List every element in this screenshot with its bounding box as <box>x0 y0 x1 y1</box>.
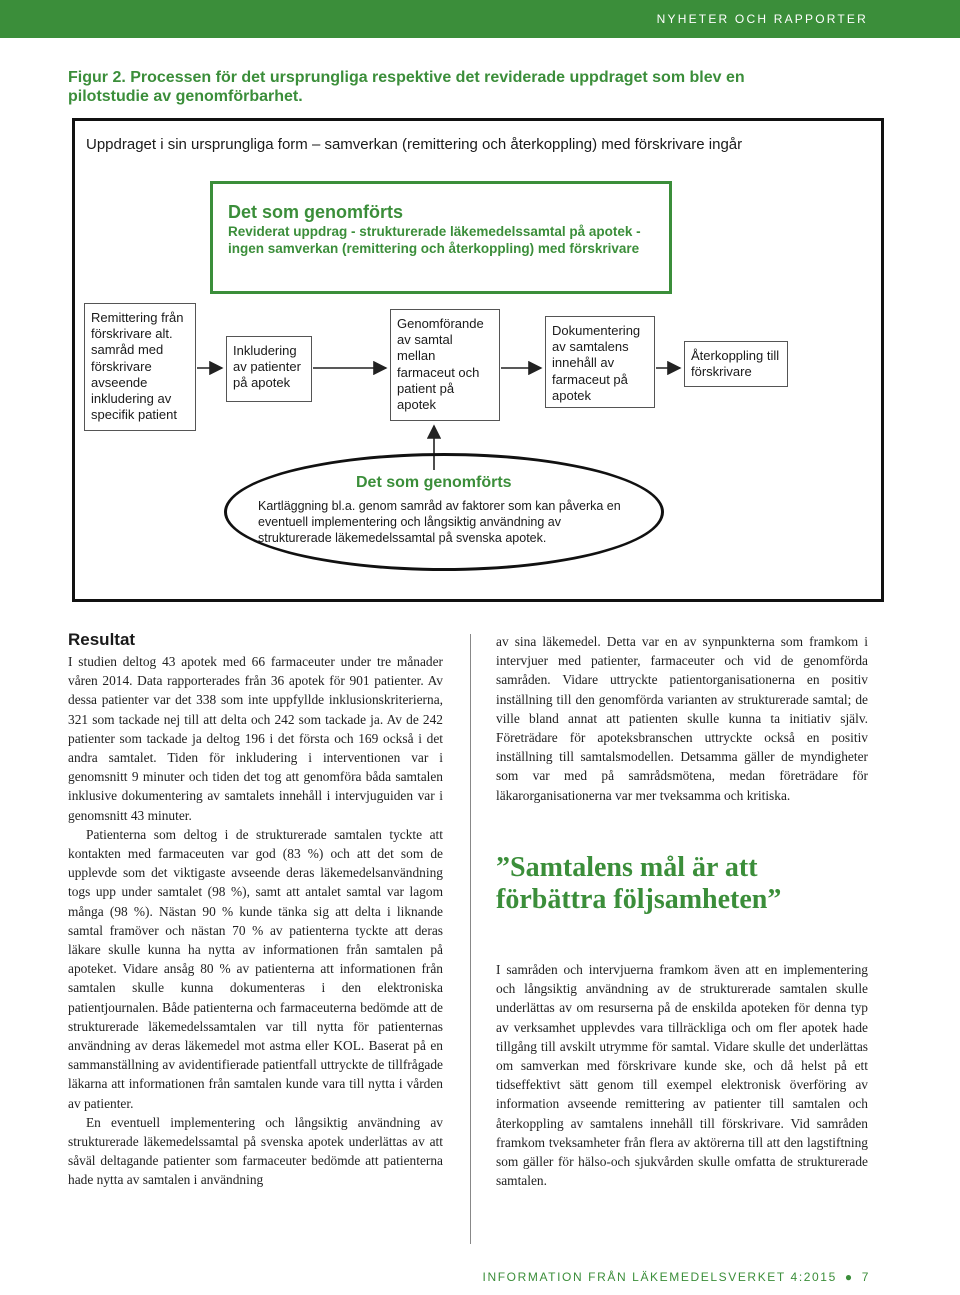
column-divider <box>470 634 471 1244</box>
pull-quote: ”Samtalens mål är att förbättra följsamheten” <box>496 852 782 915</box>
process-step-conversation: Genomförande av samtal mellan farmaceut och patient på apotek <box>390 309 500 421</box>
process-step-documentation: Dokumentering av samtalens innehåll av farmaceut på apotek <box>545 316 655 408</box>
footer-bullet: ● <box>844 1270 854 1284</box>
right-paragraph-1: av sina läkemedel. Detta var en av synpunkterna som framkom i intervjuer med patienter, farmaceuter och vid de genomförda samråden. Vidare uttryckte patientorganisationerna en positiv inställning till den genomförda varianten av strukturerade samtal; de ville bland annat att patienten skulle kunna ta initiativ själv. Företrädare för apoteksbranschen uttryckte också en positiv inställning till samtalsmodellen. Detsamma gäller de myndigheter som var med på samrådsmötena, medan företrädare för läkarorganisationerna var mer tveksamma och kritiska. <box>496 634 868 803</box>
process-step-feedback: Återkoppling till förskrivare <box>684 341 788 387</box>
survey-ellipse-text: Kartläggning bl.a. genom samråd av faktorer som kan påverka en eventuell implementering och långsiktig användning av strukturerade läkemedelssamtal på svenska apotek. <box>258 499 621 545</box>
right-paragraph-2: I samråden och intervjuerna framkom även att en implementering och långsiktig användning av de strukturerade samtalen skulle underlättas av om resurserna på de enskilda apoteken för denna typ av verksamhet upplevdes vara tillräckliga och om fler apotek hade tillgång till avskilt utrymme för samtal. Vidare skulle det underlättas om samverkan med förskrivare kunde ske, och då helst på ett tidseffektivt sätt genom till exempel elektronisk överföring av information avseende remittering av patienter till samtalen och återkoppling av samtalens innehåll till förskrivare. Vid samråden framkom tveksamheter från flera av aktörerna till att den lagstiftning som gäller för hälso-och sjukvården skulle omfatta de strukturerade samtalen. <box>496 962 868 1189</box>
article-left-column <box>68 652 443 1190</box>
survey-ellipse-title: Det som genomförts <box>356 474 512 491</box>
revised-assignment-title: Det som genomförts <box>228 202 404 222</box>
article-right-column-top <box>496 632 868 805</box>
process-step-referral: Remittering från förskrivare alt. samråd med förskrivare avseende inkludering av specifik patient <box>84 303 196 431</box>
footer-publication: INFORMATION FRÅN LÄKEMEDELSVERKET 4:2015 <box>482 1270 837 1284</box>
left-paragraph-3: En eventuell implementering och långsiktig användning av strukturerade läkemedelssamtal på svenska apotek underlättas av att såväl deltagande patienter som farmaceuter bedömde att patienterna hade nytta av samtalen i användning <box>68 1114 443 1188</box>
page-number: 7 <box>861 1270 870 1284</box>
section-title-resultat: Resultat <box>68 630 136 649</box>
left-paragraph-1: I studien deltog 43 apotek med 66 farmaceuter under tre månader våren 2014. Data rapporterades från 36 apotek för 901 patienter. Av dessa patienter var det 338 som inte uppfyllde inklusionskriterierna, 321 som tackade nej till att delta och 242 som tackade ja. Av de 242 patienter som tackade ja deltog 196 i det första och 169 också i det andra samtalet. Tiden för inkludering i interventionen var i genomsnitt 9 minuter och tiden det tog att genomföra båda samtalen inklusive dokumentering av samtalets innehåll i intervjuguiden var i genomsnitt 43 minuter. <box>68 654 443 823</box>
process-step-inclusion: Inkludering av patienter på apotek <box>226 336 312 402</box>
article-right-column-bottom <box>496 960 868 1190</box>
figure-caption: Figur 2. Processen för det ursprungliga respektive det reviderade uppdraget som blev en pilotstudie av genomförbarhet. <box>68 69 745 105</box>
revised-assignment-text: Reviderat uppdrag - strukturerade läkemedelssamtal på apotek - ingen samverkan (remittering och återkoppling) med förskrivare <box>228 224 641 256</box>
section-label: NYHETER OCH RAPPORTER <box>656 12 868 26</box>
left-paragraph-2: Patienterna som deltog i de strukturerade samtalen tyckte att kontakten med farmaceuten var god (83 %) och att det som de upplevde som det viktigaste avseende deras läkemedelsanvändning togs upp under samtalet (98 %), samt att antalet samtal var lagom många (98 %). Nästan 90 % kunde tänka sig att delta i liknande samtal framöver och nästan 70 % av patienterna tyckte att deras läkare skulle kunna ha nytta av informationen från samtalen på apoteket. Vidare ansåg 80 % av patienterna att informationen från samtalen skulle kunna dokumenteras i den elektroniska patientjournalen. Både patienterna och farmaceuterna bedömde att de strukturerade läkemedelssamtalen var till nytta för patienternas användning av deras läkemedel mot astma eller KOL. Baserat på en sammanställning av avidentifierade patientfall uttryckte de tillfrågade läkarna att informationen från samtalen kunde vara till nytta i vården av patienter. <box>68 826 443 1111</box>
page-footer <box>483 1270 870 1284</box>
figure-outer-title: Uppdraget i sin ursprungliga form – samverkan (remittering och återkoppling) med förskrivare ingår <box>86 136 743 153</box>
